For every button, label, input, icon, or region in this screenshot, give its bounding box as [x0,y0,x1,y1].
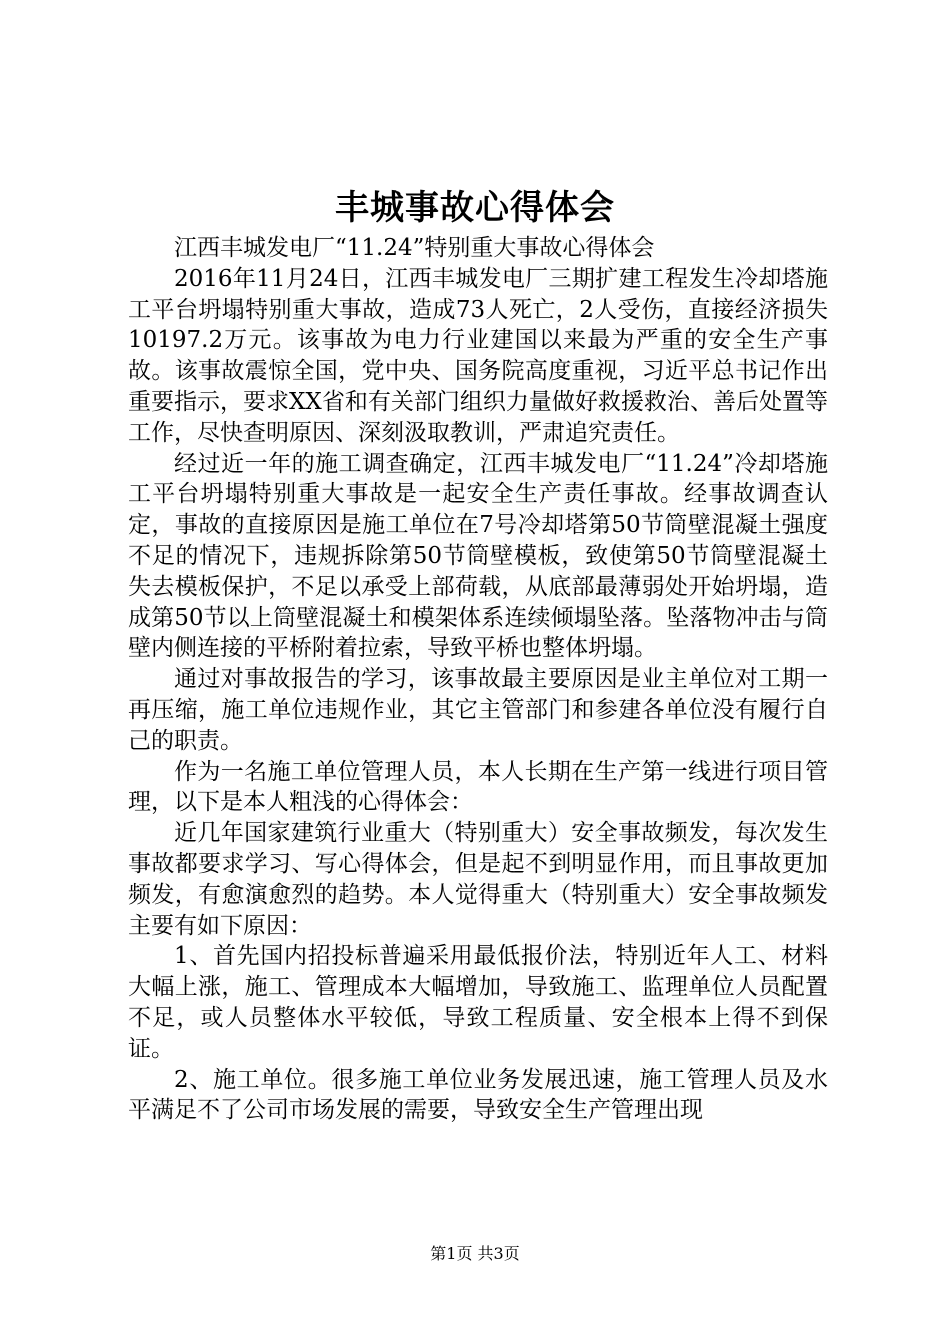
document-body [128,233,828,1126]
paragraph: 通过对事故报告的学习，该事故最主要原因是业主单位对工期一再压缩，施工单位违规作业，其它主管部门和参建各单位没有履行自己的职责。 [128,666,828,754]
paragraph: 经过近一年的施工调查确定，江西丰城发电厂“11.24”冷却塔施工平台坍塌特别重大事故是一起安全生产责任事故。经事故调查认定，事故的直接原因是施工单位在7号冷却塔第50节筒壁混凝土强度不足的情况下，违规拆除第50节筒壁模板，致使第50节筒壁混凝土失去模板保护，不足以承受上部荷载，从底部最薄弱处开始坍塌，造成第50节以上筒壁混凝土和模架体系连续倾塌坠落。坠落物冲击与筒壁内侧连接的平桥附着拉索，导致平桥也整体坍塌。 [128,450,828,662]
paragraph: 2016年11月24日，江西丰城发电厂三期扩建工程发生冷却塔施工平台坍塌特别重大事故，造成73人死亡，2人受伤，直接经济损失10197.2万元。该事故为电力行业建国以来最为严重的安全生产事故。该事故震惊全国，党中央、国务院高度重视，习近平总书记作出重要指示，要求XX省和有关部门组织力量做好救援救治、善后处置等工作，尽快查明原因、深刻汲取教训，严肃追究责任。 [128,265,828,446]
paragraph: 作为一名施工单位管理人员，本人长期在生产第一线进行项目管理，以下是本人粗浅的心得体会： [128,758,828,816]
paragraph: 近几年国家建筑行业重大（特别重大）安全事故频发，每次发生事故都要求学习、写心得体会，但是起不到明显作用，而且事故更加频发，有愈演愈烈的趋势。本人觉得重大（特别重大）安全事故频发主要有如下原因： [128,820,828,939]
paragraph: 2、施工单位。很多施工单位业务发展迅速，施工管理人员及水平满足不了公司市场发展的需要，导致安全生产管理出现 [128,1066,828,1124]
paragraph-subtitle: 江西丰城发电厂“11.24”特别重大事故心得体会 [174,235,655,261]
document-title: 丰城事故心得体会 [335,188,615,228]
page-number: 第1页 共3页 [430,1244,520,1263]
paragraph: 1、首先国内招投标普遍采用最低报价法，特别近年人工、材料大幅上涨，施工、管理成本大幅增加，导致施工、监理单位人员配置不足，或人员整体水平较低，导致工程质量、安全根本上得不到保证。 [128,943,828,1062]
